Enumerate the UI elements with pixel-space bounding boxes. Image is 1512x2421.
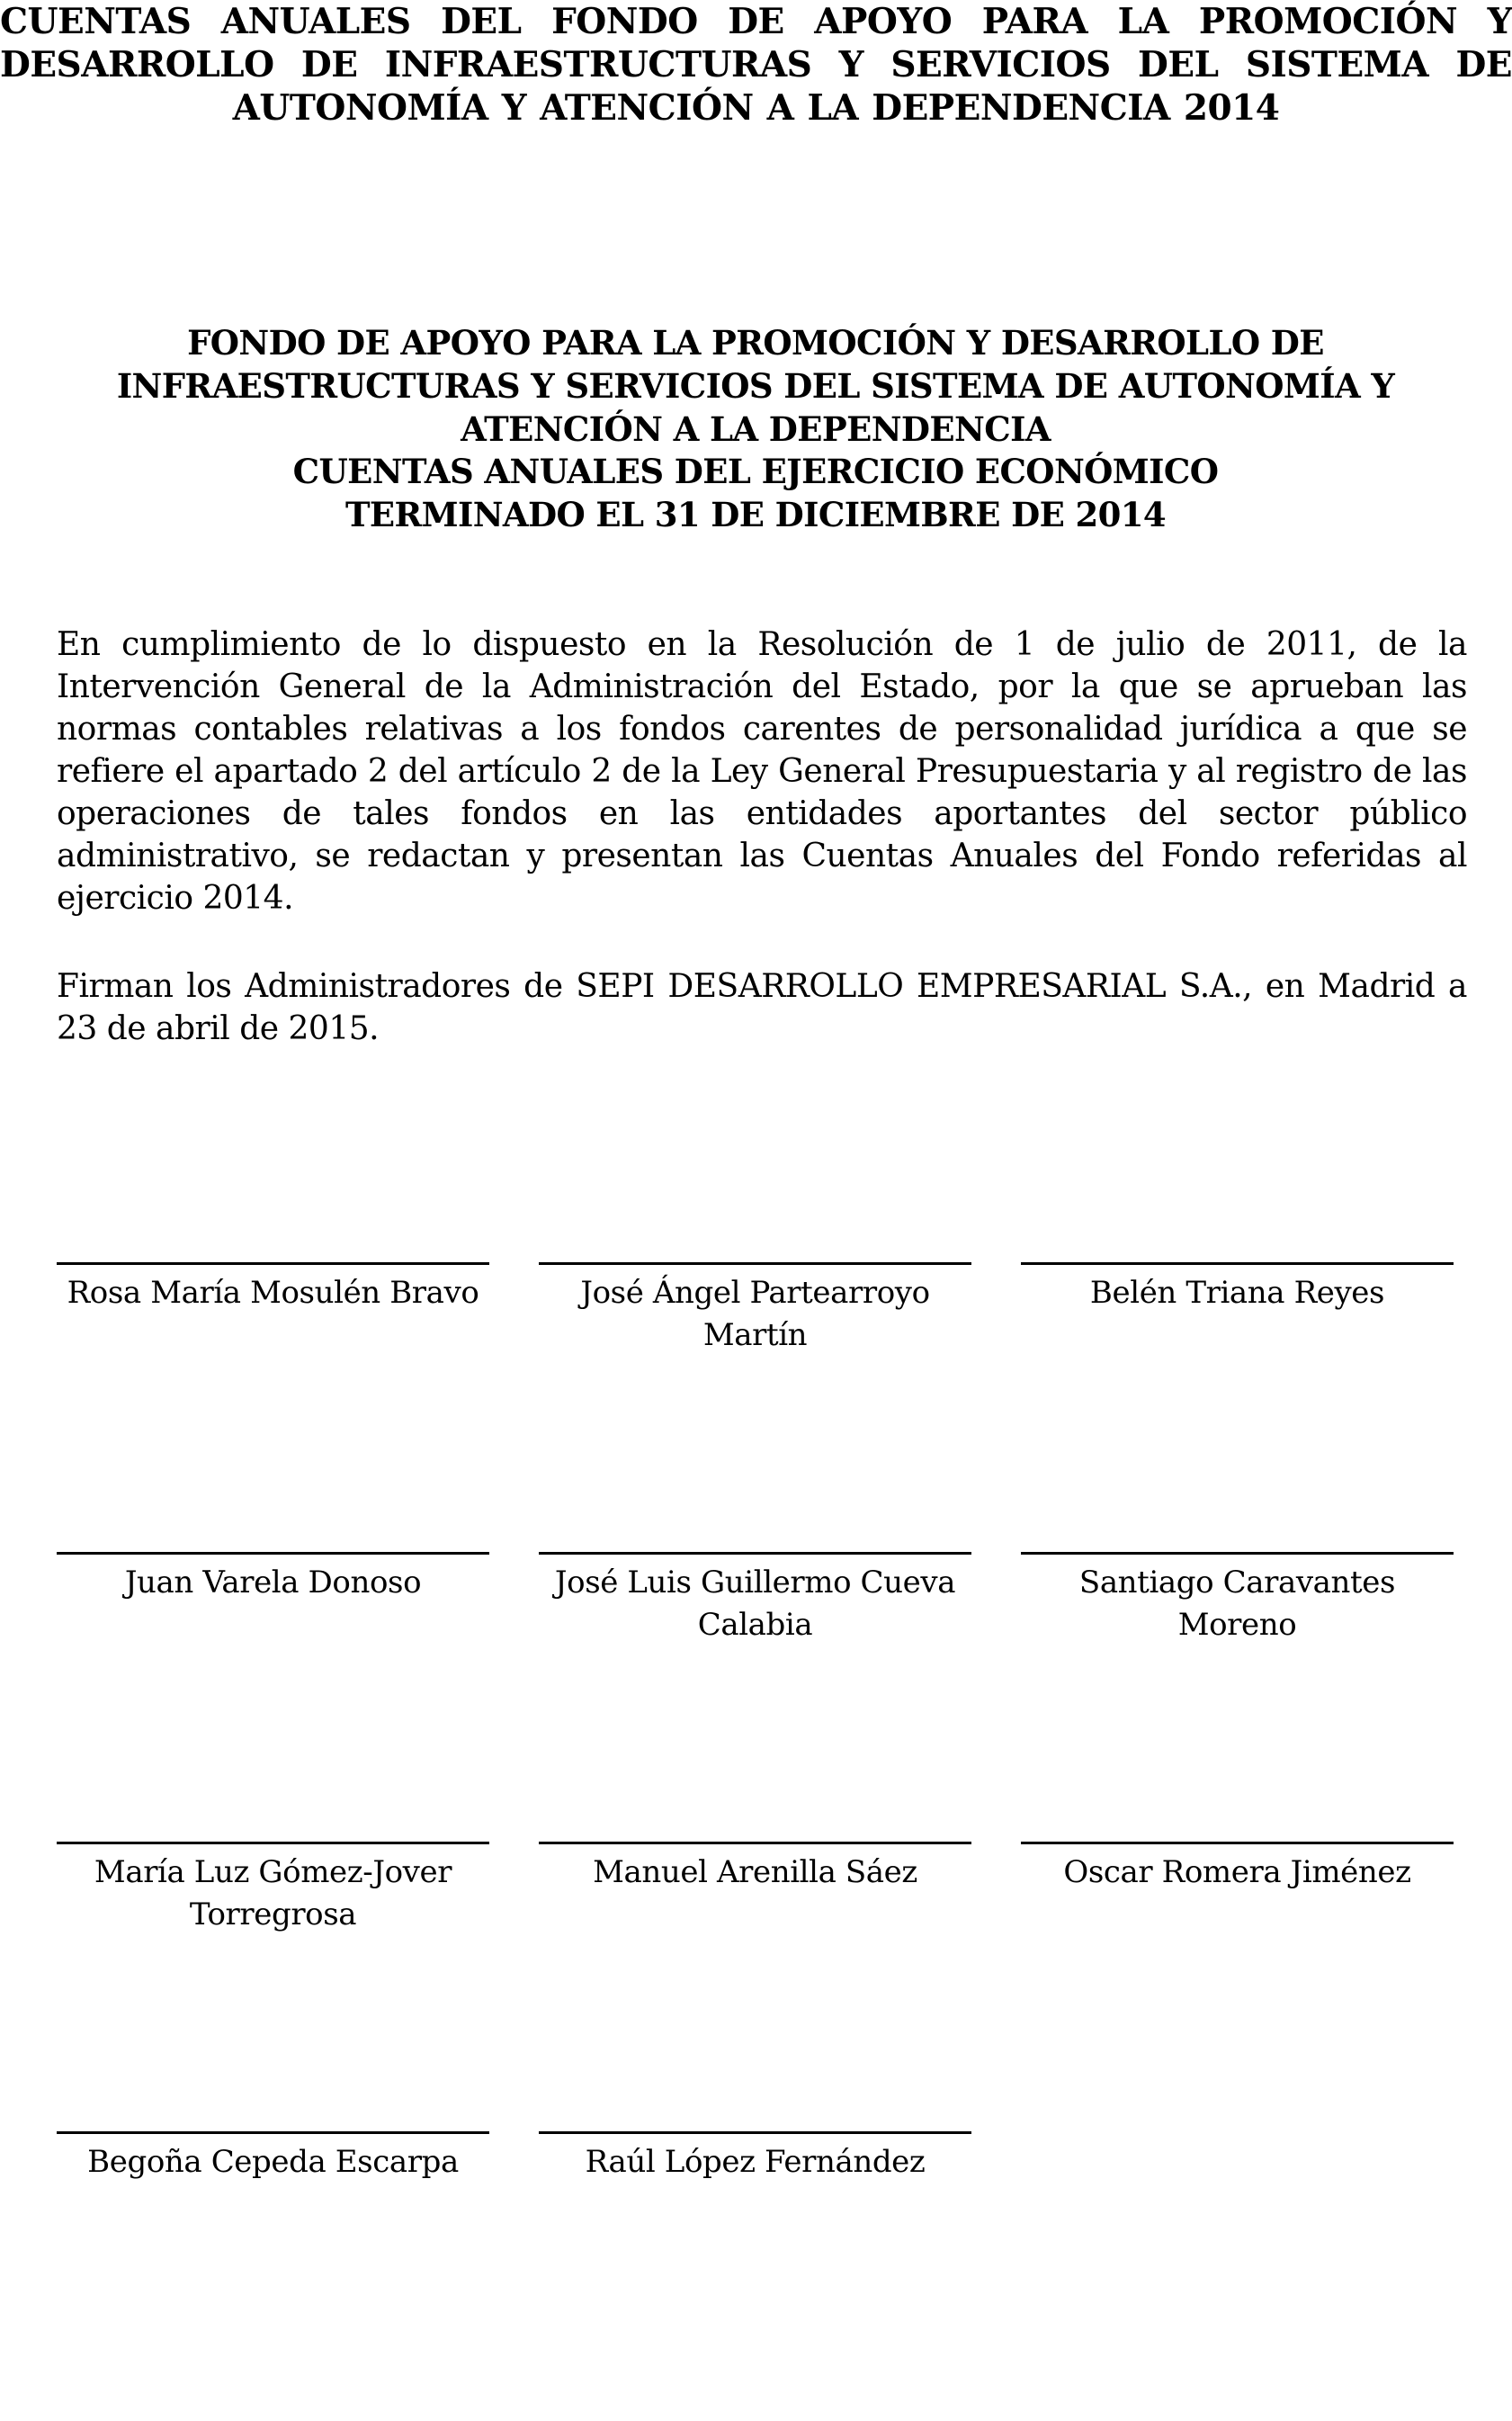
signatory-name: María Luz Gómez-Jover Torregrosa [94,1854,452,1932]
signatory-name: Santiago Caravantes Moreno [1078,1565,1396,1643]
signature-block [539,1262,971,1552]
accounts-title-line-1: CUENTAS ANUALES DEL EJERCICIO ECONÓMICO [292,452,1219,491]
signatory-name: Begoña Cepeda Escarpa [87,2144,459,2180]
signature-block [539,1842,971,2131]
signatory-name: Belén Triana Reyes [1089,1275,1385,1311]
signatory-name: José Luis Guillermo Cueva Calabia [554,1565,956,1643]
accounts-title-line-2: TERMINADO EL 31 DE DICIEMBRE DE 2014 [344,495,1167,534]
signature-block [57,1842,489,2131]
signing-statement: Firman los Administradores de SEPI DESARROLLO EMPRESARIAL S.A., en Madrid a 23 de abril de 2015. [57,968,1467,1047]
signature-block [57,1552,489,1842]
signatory-name: Rosa María Mosulén Bravo [67,1275,479,1311]
signature-block [1021,1552,1454,1842]
signatory-name: Oscar Romera Jiménez [1063,1854,1411,1890]
document-header: CUENTAS ANUALES DEL FONDO DE APOYO PARA LA PROMOCIÓN Y DESARROLLO DE INFRAESTRUCTURAS Y SERVICIOS DEL SISTEMA DE AUTONOMÍA Y ATENCIÓN A LA DEPENDENCIA 2014 [0,1,1512,129]
intro-paragraph: En cumplimiento de lo dispuesto en la Resolución de 1 de julio de 2011, de la Intervención General de la Administración del Estado, por la que se aprueban las normas contables relativas a los fondos carentes de personalidad jurídica a que se refiere el apartado 2 del artículo 2 de la Ley General Presupuestaria y al registro de las operaciones de tales fondos en las entidades aportantes del sector público administrativo, se redactan y presentan las Cuentas Anuales del Fondo referidas al ejercicio 2014. [57,626,1467,917]
signature-block [539,1552,971,1842]
signatory-name: Juan Varela Donoso [124,1565,422,1601]
signature-block [57,2131,489,2421]
signature-block [1021,1842,1454,2131]
signatory-name: José Ángel Partearroyo Martín [580,1275,930,1353]
signatory-name: Manuel Arenilla Sáez [593,1854,917,1890]
signatory-name: Raúl López Fernández [585,2144,926,2180]
signature-block [1021,1262,1454,1552]
signature-grid [57,1262,1454,2421]
signature-block [539,2131,971,2421]
accounts-title [36,450,1475,536]
fund-title: FONDO DE APOYO PARA LA PROMOCIÓN Y DESARROLLO DE INFRAESTRUCTURAS Y SERVICIOS DEL SISTEMA DE AUTONOMÍA Y ATENCIÓN A LA DEPENDENCIA [116,323,1395,449]
signature-block [57,1262,489,1552]
